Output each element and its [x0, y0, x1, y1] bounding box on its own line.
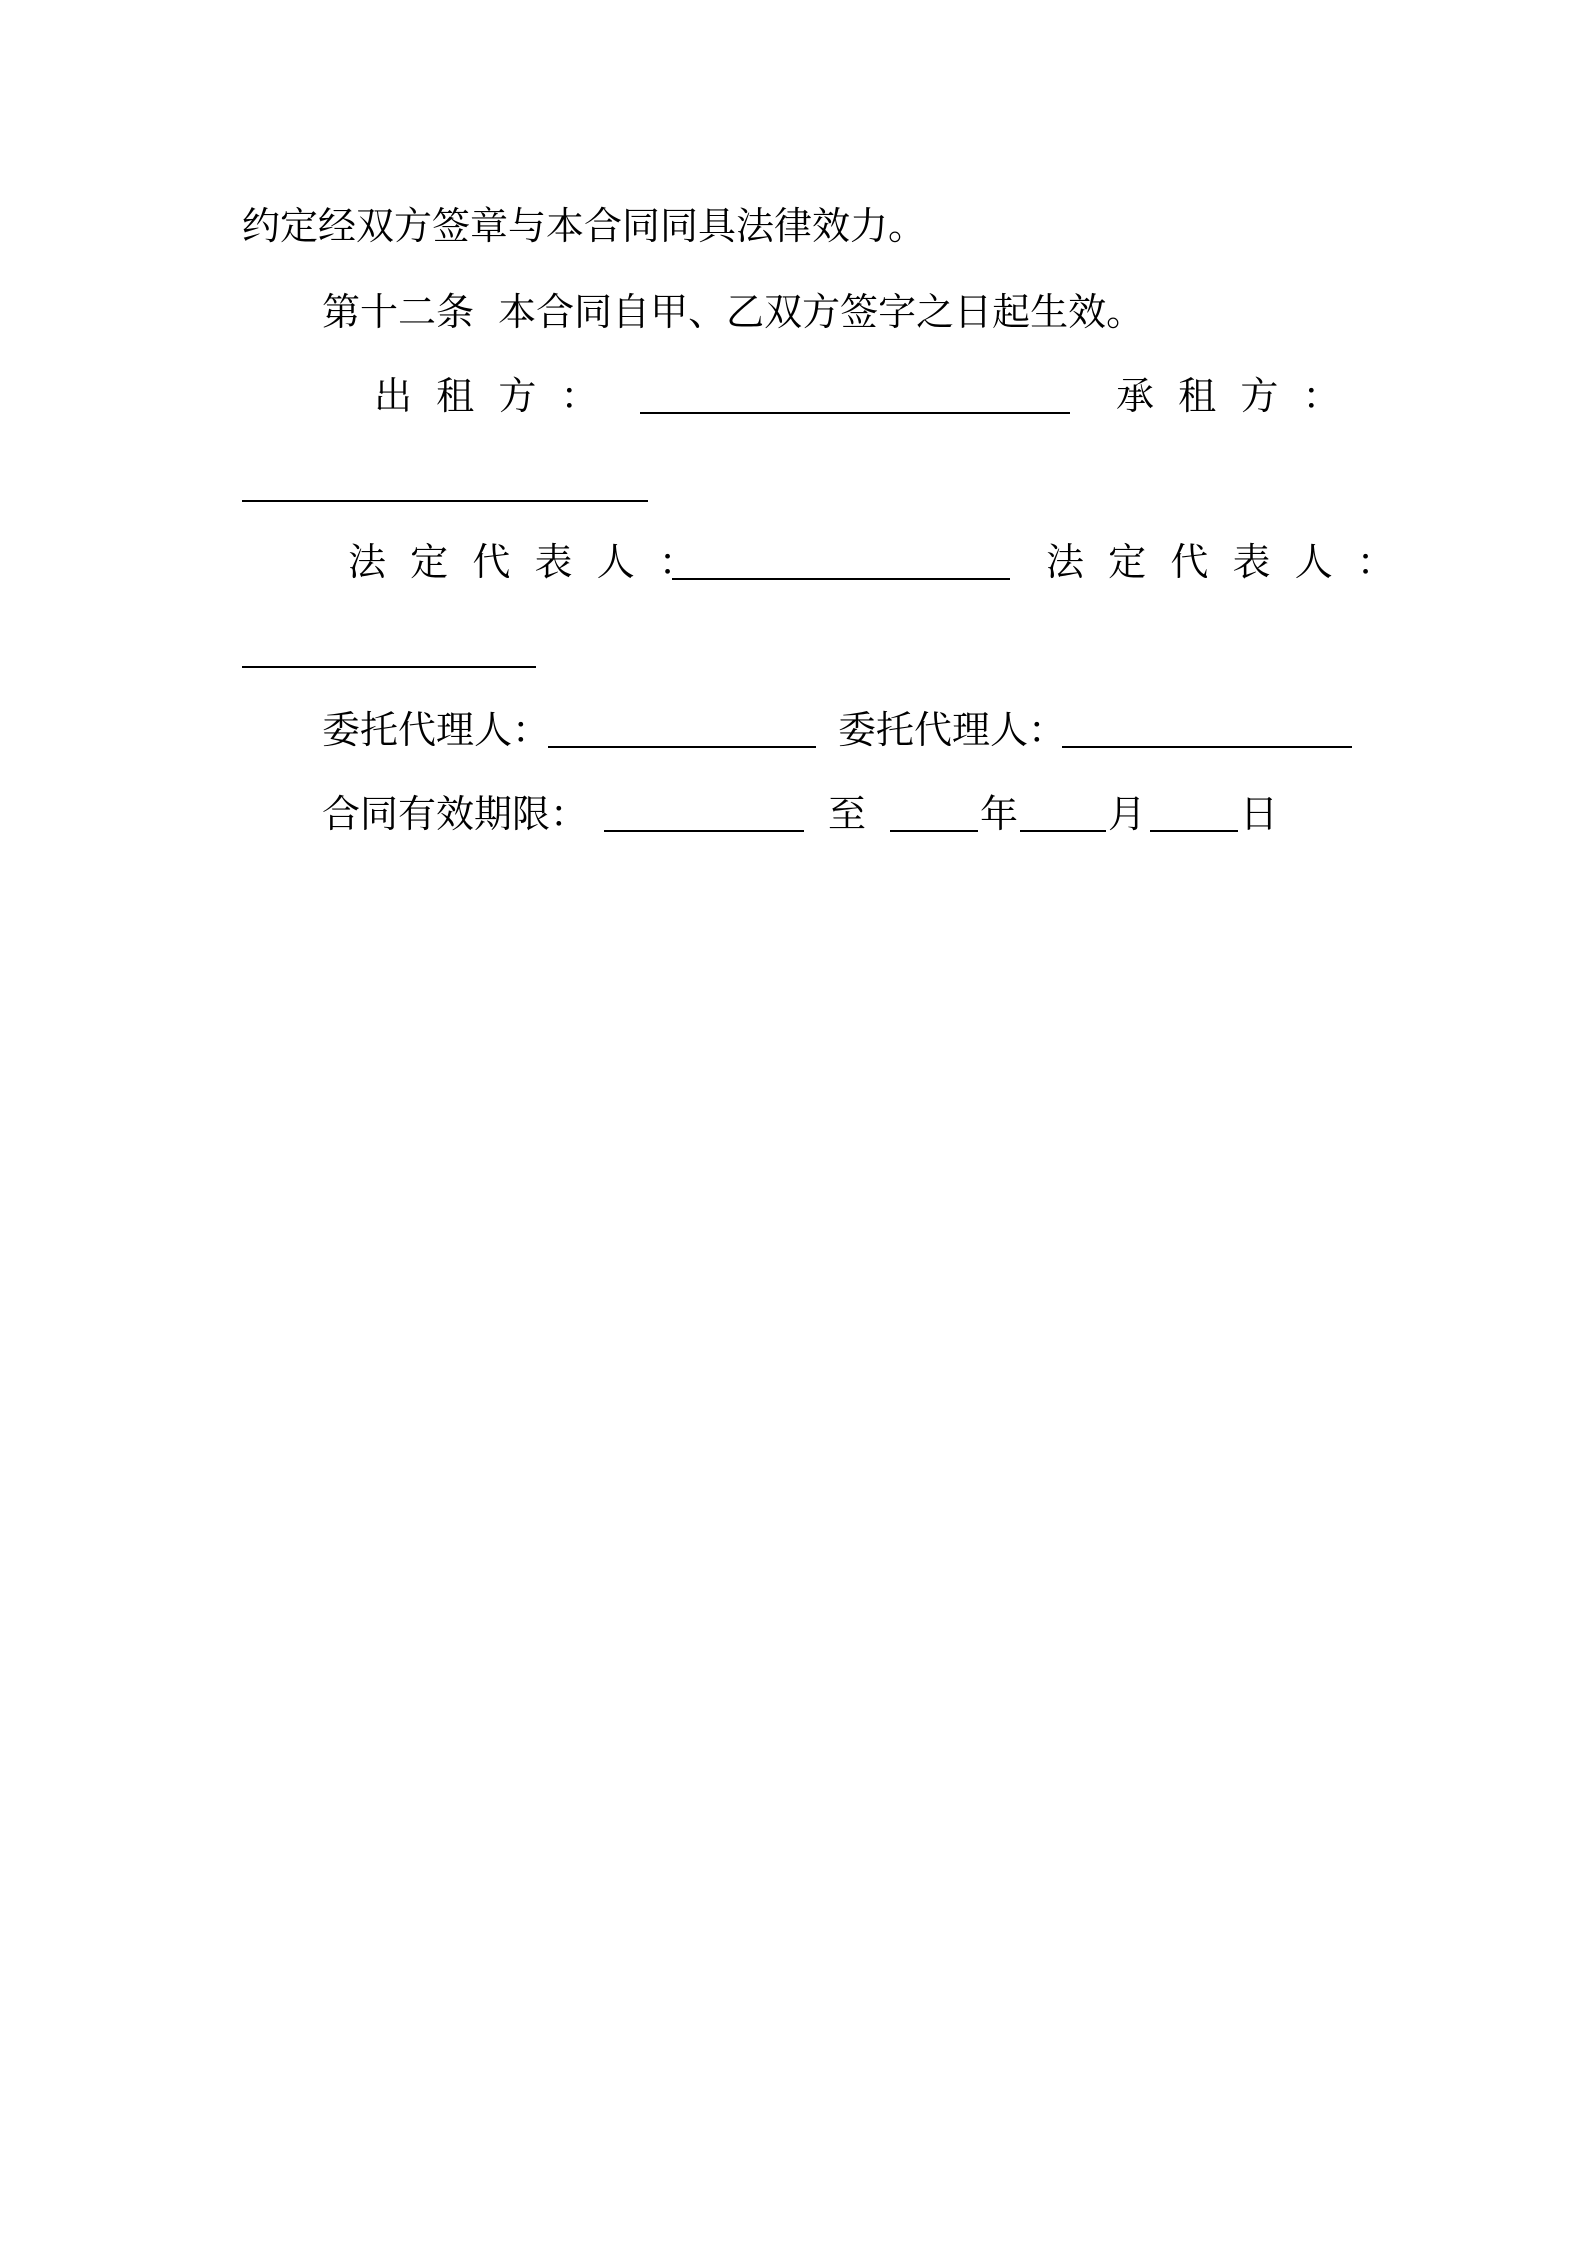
month-blank[interactable]: [1020, 796, 1106, 832]
year-label: 年: [980, 792, 1019, 836]
lessee-label: 承 租 方 ：: [1116, 374, 1341, 418]
month-label: 月: [1108, 792, 1147, 836]
lessee-blank[interactable]: [242, 466, 648, 502]
to-label: 至: [828, 792, 867, 836]
agent-blank-1[interactable]: [548, 712, 816, 748]
agent-label-1: 委托代理人：: [322, 708, 551, 752]
article-12: 第十二条 本合同自甲、乙双方签字之日起生效。: [322, 290, 1145, 334]
day-label: 日: [1240, 792, 1279, 836]
agent-label-2: 委托代理人：: [838, 708, 1067, 752]
day-blank[interactable]: [1150, 796, 1238, 832]
agent-blank-2[interactable]: [1062, 712, 1352, 748]
year-blank[interactable]: [890, 796, 978, 832]
validity-label: 合同有效期限：: [322, 792, 589, 836]
lessor-label: 出 租 方 ：: [374, 374, 599, 418]
legal-rep-blank-2[interactable]: [242, 632, 536, 668]
legal-rep-label-2: 法 定 代 表 人 ：: [1046, 540, 1395, 584]
validity-start-blank[interactable]: [604, 796, 804, 832]
continuation-line: 约定经双方签章与本合同同具法律效力。: [242, 204, 927, 248]
legal-rep-label-1: 法 定 代 表 人 ：: [348, 540, 697, 584]
lessor-blank[interactable]: [640, 378, 1070, 414]
legal-rep-blank-1[interactable]: [672, 544, 1010, 580]
